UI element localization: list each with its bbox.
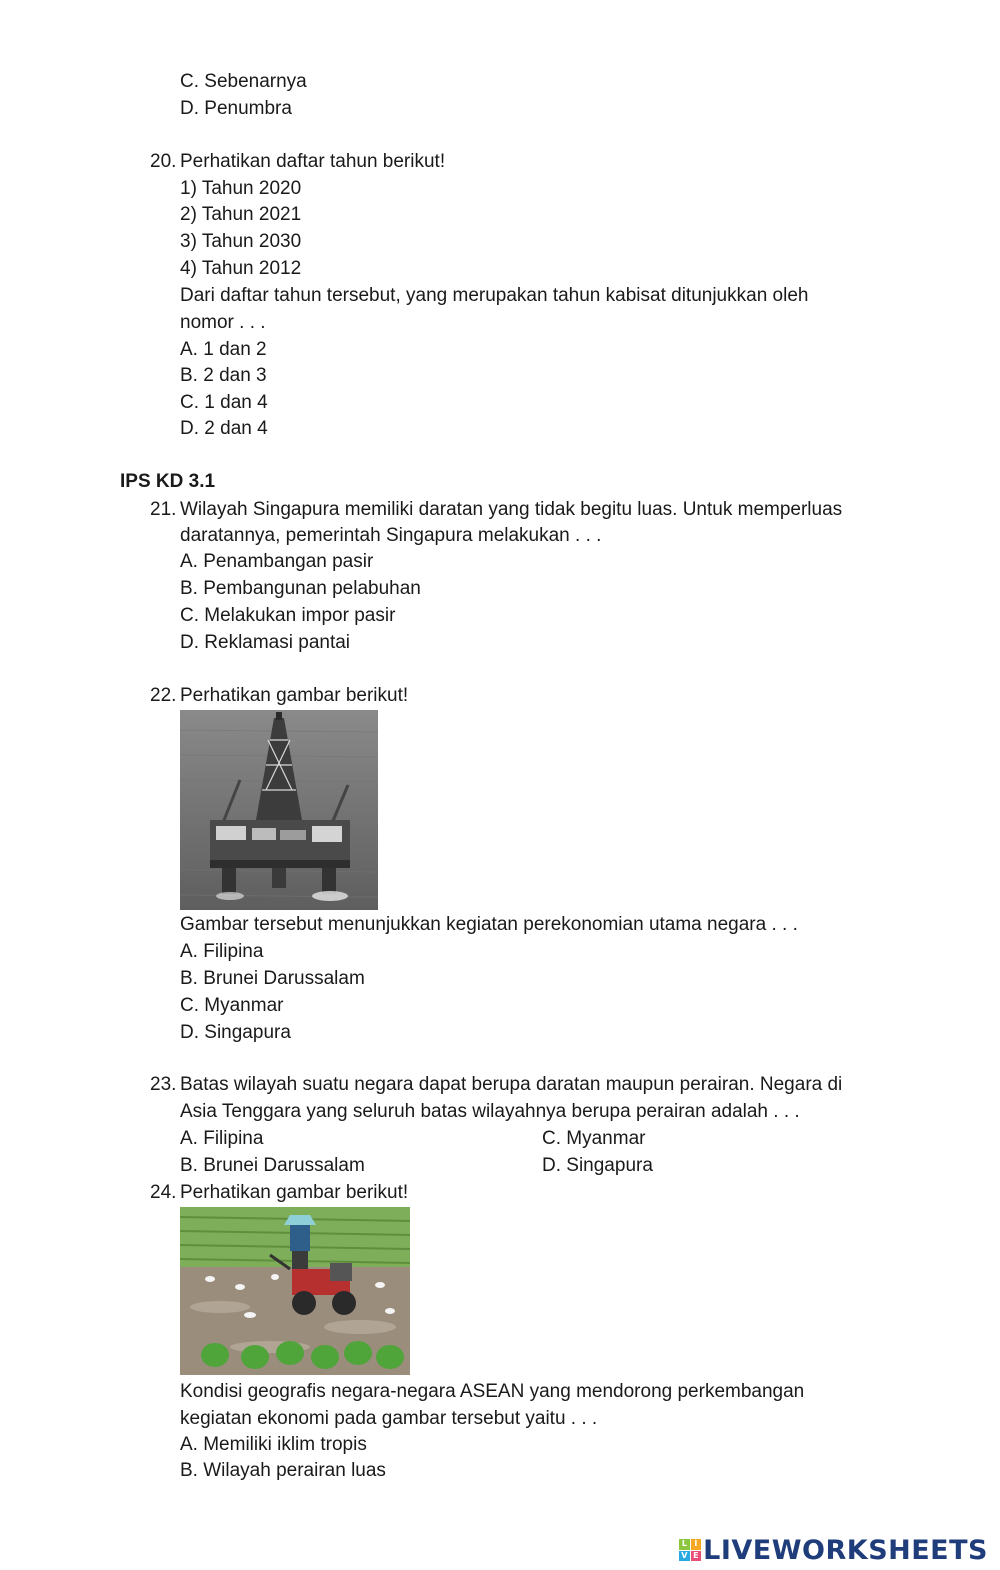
logo-mark-letter: E (691, 1551, 702, 1562)
q22-question: Gambar tersebut menunjukkan kegiatan perekonomian utama negara . . . (180, 914, 798, 935)
q22-stem: Perhatikan gambar berikut! (180, 685, 409, 706)
q20-option-a[interactable]: A. 1 dan 2 (180, 339, 267, 360)
q20-stem: Perhatikan daftar tahun berikut! (180, 151, 446, 172)
q19-option-d: D. Penumbra (180, 98, 292, 119)
q20-option-b[interactable]: B. 2 dan 3 (180, 365, 267, 386)
q20-list-item: 3) Tahun 2030 (180, 231, 302, 252)
q20-option-c[interactable]: C. 1 dan 4 (180, 392, 268, 413)
q23-option-d[interactable]: D. Singapura (542, 1155, 653, 1176)
q20-number: 20. (150, 151, 177, 172)
logo-mark-letter: L (679, 1539, 690, 1550)
q23-option-a[interactable]: A. Filipina (180, 1128, 264, 1149)
q22-option-d[interactable]: D. Singapura (180, 1022, 291, 1043)
brand-name: LIVEWORKSHEETS (703, 1534, 988, 1566)
q19-option-c: C. Sebenarnya (180, 71, 307, 92)
q24-question-cont: kegiatan ekonomi pada gambar tersebut yaitu . . . (180, 1408, 598, 1429)
section-heading: IPS KD 3.1 (120, 471, 216, 492)
q21-number: 21. (150, 499, 177, 520)
q21-stem-cont: daratannya, pemerintah Singapura melakukan . . . (180, 525, 602, 546)
q20-question: Dari daftar tahun tersebut, yang merupakan tahun kabisat ditunjukkan oleh (180, 285, 809, 306)
q24-number: 24. (150, 1182, 177, 1203)
q23-option-b[interactable]: B. Brunei Darussalam (180, 1155, 365, 1176)
q20-list-item: 2) Tahun 2021 (180, 204, 302, 225)
logo-mark-icon (679, 1539, 701, 1561)
q20-list-item: 1) Tahun 2020 (180, 178, 302, 199)
q21-option-d[interactable]: D. Reklamasi pantai (180, 632, 351, 653)
q23-number: 23. (150, 1074, 177, 1095)
q24-option-a[interactable]: A. Memiliki iklim tropis (180, 1434, 367, 1455)
logo-mark-letter: I (691, 1539, 702, 1550)
q24-question: Kondisi geografis negara-negara ASEAN yang mendorong perkembangan (180, 1381, 805, 1402)
oil-rig-photo (180, 710, 378, 910)
q23-stem: Batas wilayah suatu negara dapat berupa daratan maupun perairan. Negara di (180, 1074, 843, 1095)
q24-stem: Perhatikan gambar berikut! (180, 1182, 409, 1203)
q22-number: 22. (150, 685, 177, 706)
q22-option-c[interactable]: C. Myanmar (180, 995, 284, 1016)
q24-option-b[interactable]: B. Wilayah perairan luas (180, 1460, 386, 1481)
q21-option-b[interactable]: B. Pembangunan pelabuhan (180, 578, 421, 599)
q21-option-a[interactable]: A. Penambangan pasir (180, 551, 374, 572)
q21-stem: Wilayah Singapura memiliki daratan yang tidak begitu luas. Untuk memperluas (180, 499, 843, 520)
q22-option-a[interactable]: A. Filipina (180, 941, 264, 962)
q23-stem-cont: Asia Tenggara yang seluruh batas wilayahnya berupa perairan adalah . . . (180, 1101, 800, 1122)
q20-question-cont: nomor . . . (180, 312, 266, 333)
q20-list-item: 4) Tahun 2012 (180, 258, 302, 279)
q22-option-b[interactable]: B. Brunei Darussalam (180, 968, 365, 989)
q21-option-c[interactable]: C. Melakukan impor pasir (180, 605, 396, 626)
q23-option-c[interactable]: C. Myanmar (542, 1128, 646, 1149)
q20-option-d[interactable]: D. 2 dan 4 (180, 418, 268, 439)
liveworksheets-logo[interactable] (679, 1534, 988, 1566)
logo-mark-letter: V (679, 1551, 690, 1562)
rice-field-photo (180, 1207, 410, 1375)
